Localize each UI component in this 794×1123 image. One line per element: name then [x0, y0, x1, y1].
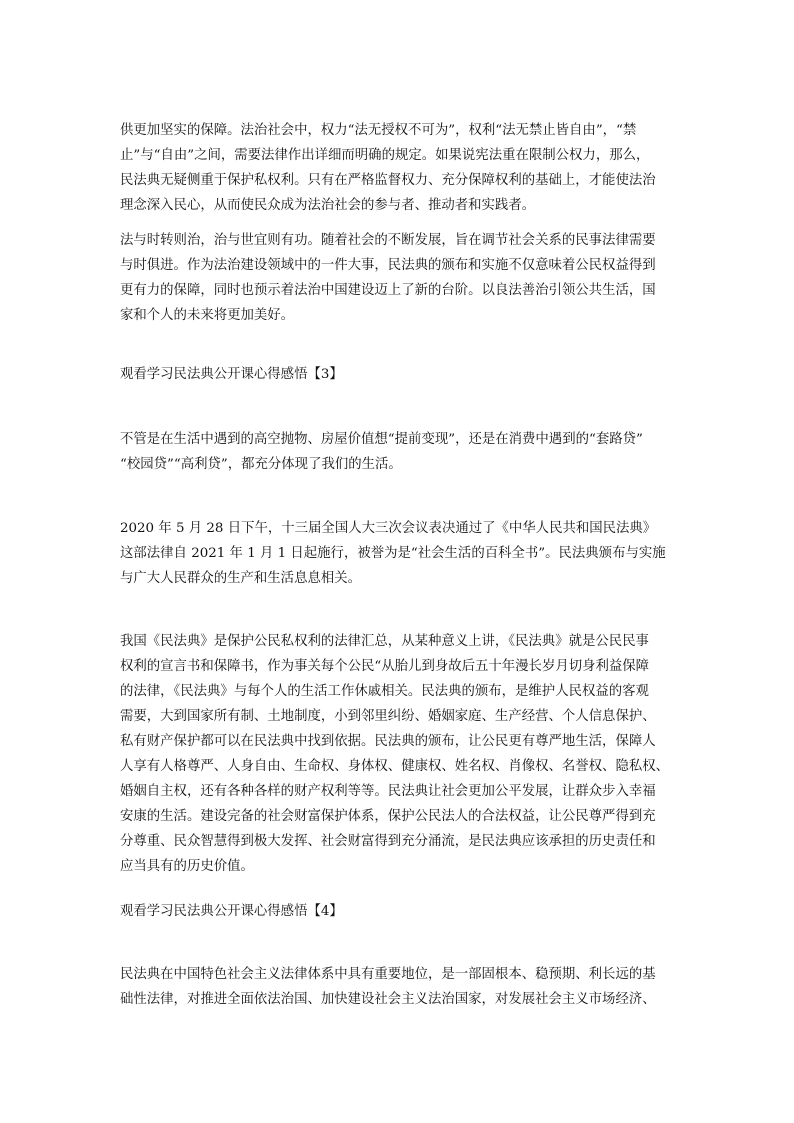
text-line: 分尊重、民众智慧得到极大发挥、社会财富得到充分涌流，是民法典应该承担的历史责任和 — [120, 834, 656, 849]
text-line: 2020 年 5 月 28 日下午，十三届全国人大三次会议表决通过了《中华人民共和国民法典》 — [120, 521, 657, 536]
paragraph-daily-life — [120, 427, 680, 477]
paragraph-law-and-times — [120, 228, 680, 328]
text-line: “校园贷”“高利贷”，都充分体现了我们的生活。 — [120, 457, 402, 472]
text-line: 供更加坚实的保障。法治社会中，权力“法无授权不可为”，权利“法无禁止皆自由”，“禁 — [120, 123, 637, 138]
text-line: 我国《民法典》是保护公民私权利的法律汇总，从某种意义上讲，《民法典》就是公民民事 — [120, 634, 649, 649]
paragraph-adoption-date — [120, 516, 680, 591]
text-line: 更有力的保障，同时也预示着法治中国建设迈上了新的台阶。以良法善治引领公共生活，国 — [120, 283, 656, 298]
text-line: 不管是在生活中遇到的高空抛物、房屋价值想“提前变现”，还是在消费中遇到的“套路贷” — [120, 432, 643, 447]
section-heading-4 — [120, 899, 680, 924]
text-line: 私有财产保护都可以在民法典中找到依据。民法典的颁布，让公民更有尊严地生活，保障人 — [120, 734, 656, 749]
text-line: 民法典无疑侧重于保护私权利。只有在严格监督权力、充分保障权利的基础上，才能使法治 — [120, 173, 656, 188]
text-line: 婚姻自主权，还有各种各样的财产权利等等。民法典让社会更加公平发展，让群众步入幸福 — [120, 784, 656, 799]
paragraph-private-rights — [120, 629, 680, 879]
paragraph-legal-safeguards — [120, 118, 680, 218]
heading-text: 观看学习民法典公开课心得感悟【4】 — [120, 904, 343, 919]
text-line: 安康的生活。建设完备的社会财富保护体系，保护公民法人的合法权益，让公民尊严得到充 — [120, 809, 656, 824]
text-line: 与广大人民群众的生产和生活息息相关。 — [120, 571, 362, 586]
text-line: 止”与“自由”之间，需要法律作出详细而明确的规定。如果说宪法重在限制公权力，那么， — [120, 148, 650, 163]
paragraph-important-status — [120, 962, 680, 1012]
text-line: 这部法律自 2021 年 1 月 1 日起施行，被誉为是“社会生活的百科全书”。民法典颁布与实施 — [120, 546, 666, 561]
text-line: 的法律，《民法典》与每个人的生活工作休戚相关。民法典的颁布，是维护人民权益的客观 — [120, 684, 649, 699]
text-line: 法与时转则治，治与世宜则有功。随着社会的不断发展，旨在调节社会关系的民事法律需要 — [120, 233, 656, 248]
text-line: 理念深入民心，从而使民众成为法治社会的参与者、推动者和实践者。 — [120, 198, 536, 213]
heading-text: 观看学习民法典公开课心得感悟【3】 — [120, 367, 343, 382]
text-line: 与时俱进。作为法治建设领域中的一件大事，民法典的颁布和实施不仅意味着公民权益得到 — [120, 258, 656, 273]
text-line: 应当具有的历史价值。 — [120, 859, 254, 874]
text-line: 人享有人格尊严、人身自由、生命权、身体权、健康权、姓名权、肖像权、名誉权、隐私权、 — [120, 759, 670, 774]
text-line: 础性法律，对推进全面依法治国、加快建设社会主义法治国家，对发展社会主义市场经济、 — [120, 992, 656, 1007]
text-line: 权利的宣言书和保障书，作为事关每个公民“从胎儿到身故后五十年漫长岁月切身利益保障 — [120, 659, 650, 674]
text-line: 家和个人的未来将更加美好。 — [120, 308, 295, 323]
section-heading-3 — [120, 362, 680, 387]
text-line: 需要，大到国家所有制、土地制度，小到邻里纠纷、婚姻家庭、生产经营、个人信息保护、 — [120, 709, 656, 724]
text-line: 民法典在中国特色社会主义法律体系中具有重要地位，是一部固根本、稳预期、利长远的基 — [120, 967, 656, 982]
